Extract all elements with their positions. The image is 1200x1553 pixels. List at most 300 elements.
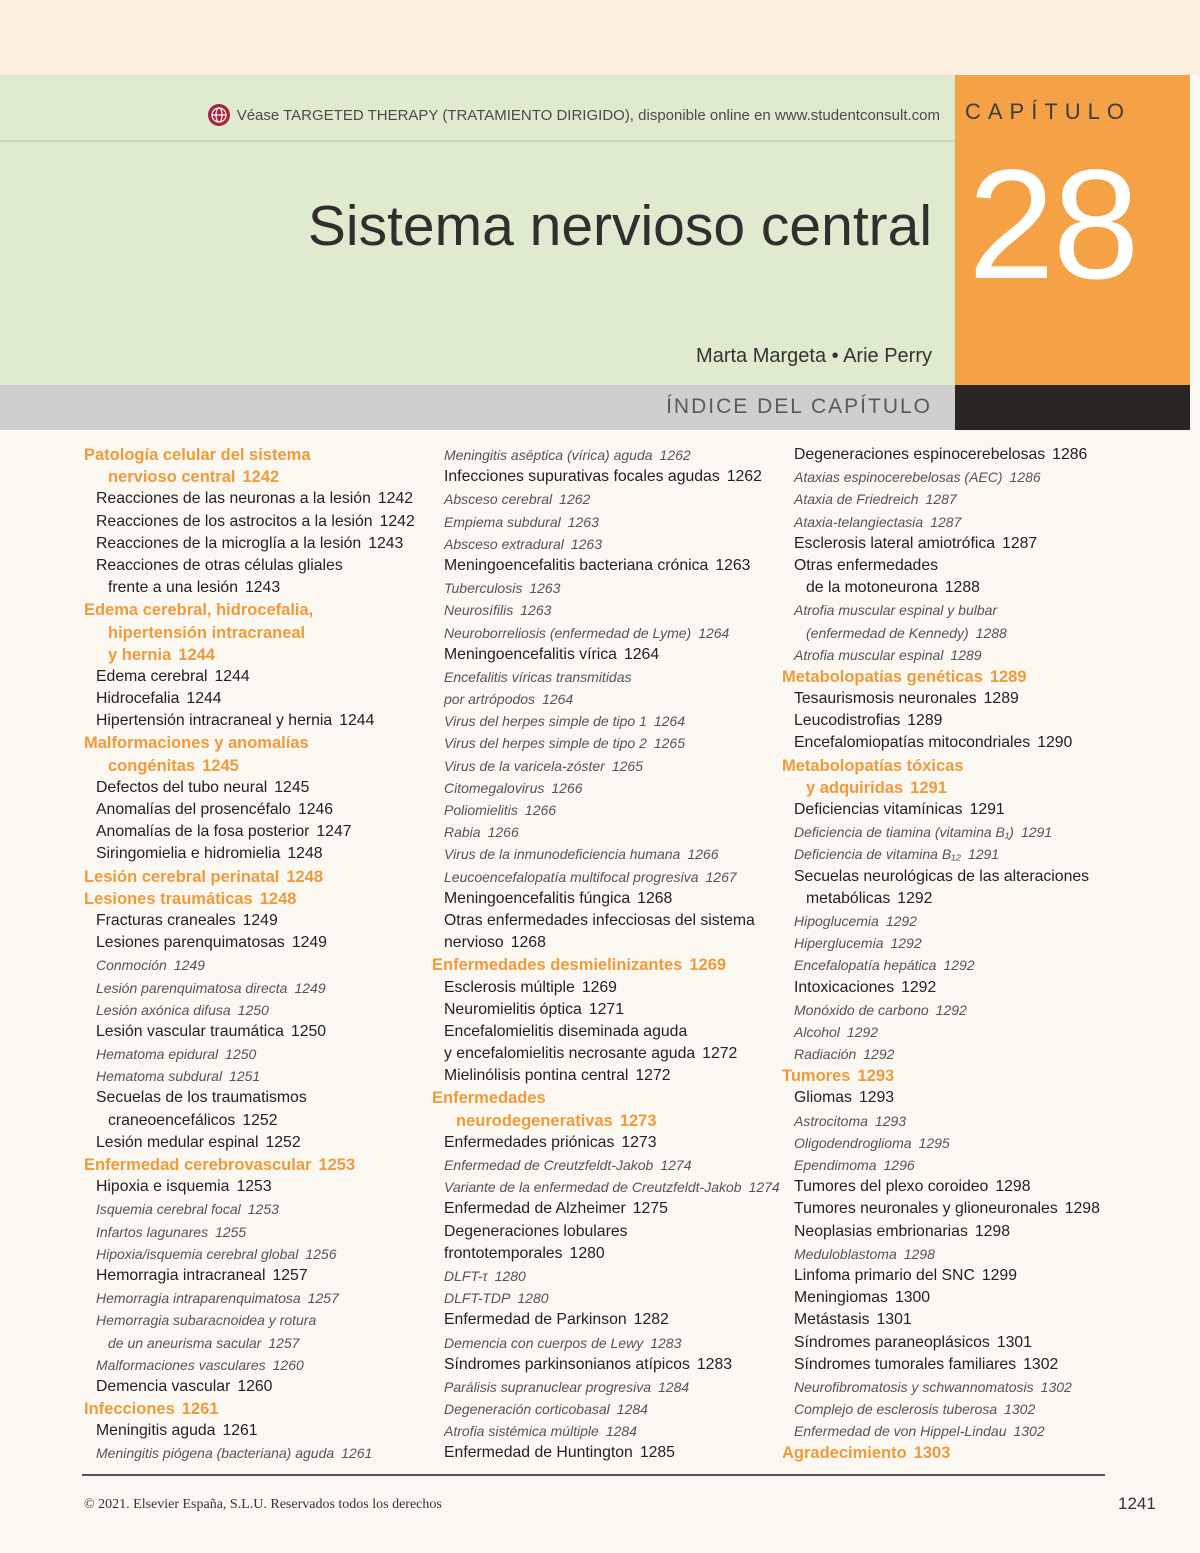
toc-entry-text: Virus de la varicela-zóster	[444, 757, 605, 774]
toc-page-number: 1263	[520, 602, 552, 619]
toc-page-number: 1266	[487, 824, 519, 841]
toc-entry-text: Esclerosis múltiple	[444, 978, 575, 996]
toc-page-number: 1280	[494, 1267, 526, 1284]
toc-entry-text: Leucodistrofias	[794, 712, 901, 730]
toc-section-heading	[782, 1442, 1122, 1464]
toc-page-number: 1266	[687, 846, 719, 863]
toc-topic	[782, 1265, 1122, 1287]
toc-entry-text: Gliomas	[794, 1089, 852, 1107]
toc-section-heading	[84, 755, 414, 777]
toc-subtopic	[782, 910, 1122, 932]
toc-section-heading	[84, 599, 414, 621]
toc-subtopic	[782, 1021, 1122, 1043]
toc-entry-text: Encefalomielitis diseminada aguda	[444, 1022, 688, 1040]
toc-entry-text: Atrofia sistémica múltiple	[444, 1423, 599, 1440]
toc-page-number: 1280	[517, 1290, 549, 1307]
toc-subtopic	[432, 1398, 772, 1420]
toc-entry-text: Deficiencias vitamínicas	[794, 801, 963, 818]
toc-subtopic	[432, 444, 772, 466]
toc-subtopic	[782, 644, 1122, 666]
toc-entry-text: frente a una lesión	[108, 579, 238, 597]
toc-page-number: 1285	[639, 1444, 675, 1462]
toc-subtopic	[782, 932, 1122, 954]
toc-section-heading	[432, 954, 772, 976]
toc-entry-text: Hematoma subdural	[96, 1068, 223, 1085]
footer-rule	[82, 1474, 1105, 1476]
chapter-title: Sistema nervioso central	[307, 194, 932, 258]
toc-entry-text: frontotemporales	[444, 1244, 563, 1262]
toc-entry-text: Virus del herpes simple de tipo 1	[444, 713, 647, 730]
toc-entry-text: por artrópodos	[444, 691, 536, 708]
toc-page-number: 1253	[318, 1156, 356, 1174]
toc-entry-text: Lesión parenquimatosa directa	[96, 979, 288, 996]
toc-entry-text: Síndromes parkinsonianos atípicos	[444, 1355, 690, 1373]
toc-subtopic	[782, 843, 1122, 865]
toc-subtopic	[782, 1243, 1122, 1265]
toc-page-number: 1282	[633, 1311, 669, 1329]
toc-entry-text: Otras enfermedades	[794, 556, 939, 574]
toc-entry-text: Secuelas de los traumatismos	[96, 1089, 307, 1107]
toc-entry-text: y encefalomielitis necrosante aguda	[444, 1045, 696, 1063]
toc-subtopic	[84, 977, 414, 999]
toc-page-number: 1262	[659, 447, 691, 463]
toc-topic	[432, 1132, 772, 1154]
toc-page-number: 1287	[925, 491, 957, 508]
toc-entry-text: Metabolopatías tóxicas	[782, 756, 964, 775]
toc-topic	[84, 710, 414, 732]
copyright-notice: © 2021. Elsevier España, S.L.U. Reservados todos los derechos	[84, 1497, 442, 1512]
toc-topic	[782, 533, 1122, 555]
toc-topic	[782, 1176, 1122, 1198]
toc-entry-text: Siringomielia e hidromielia	[96, 845, 281, 863]
toc-entry-text: Reacciones de las neuronas a la lesión	[96, 490, 371, 508]
toc-entry-text: Meningitis aséptica (vírica) aguda	[444, 447, 653, 463]
toc-subtopic	[782, 466, 1122, 488]
toc-page-number: 1289	[950, 646, 982, 663]
toc-subtopic	[432, 599, 772, 621]
toc-entry-text: Tumores del plexo coroideo	[794, 1178, 989, 1196]
toc-subtopic	[432, 1287, 772, 1309]
toc-page-number: 1273	[619, 1111, 657, 1130]
toc-entry-text: Enfermedad de Creutzfeldt-Jakob	[444, 1157, 654, 1173]
toc-entry-text: congénitas	[108, 756, 196, 775]
toc-subtopic	[782, 488, 1122, 510]
toc-entry-text: Encefalitis víricas transmitidas	[444, 668, 632, 685]
toc-entry-text: Malformaciones vasculares	[96, 1356, 266, 1373]
toc-entry-text: Anomalías del prosencéfalo	[96, 801, 291, 818]
toc-topic	[432, 1021, 772, 1043]
toc-page-number: 1302	[1004, 1401, 1036, 1418]
toc-subtopic	[782, 622, 1122, 644]
toc-entry-text: Isquemia cerebral focal	[96, 1201, 241, 1218]
toc-entry-text: Virus del herpes simple de tipo 2	[444, 735, 647, 752]
toc-entry-text: Radiación	[794, 1046, 857, 1063]
toc-entry-text: Síndromes tumorales familiares	[794, 1355, 1017, 1373]
toc-topic	[84, 1132, 414, 1154]
toc-entry-text: craneoencefálicos	[108, 1111, 236, 1129]
toc-entry-text: Oligodendroglioma	[794, 1134, 912, 1151]
toc-page-number: 1289	[907, 712, 943, 730]
toc-entry-text: Lesión axónica difusa	[96, 1001, 231, 1018]
toc-entry-text: Neurosífilis	[444, 602, 514, 619]
toc-section-heading	[432, 1110, 772, 1132]
toc-topic	[84, 1021, 414, 1043]
toc-entry-text: Linfoma primario del SNC	[794, 1266, 975, 1284]
toc-page-number: 1302	[1023, 1355, 1059, 1373]
toc-entry-text: Enfermedad cerebrovascular	[84, 1156, 312, 1174]
toc-page-number: 1263	[715, 556, 751, 574]
toc-subtopic	[84, 1243, 414, 1265]
toc-page-number: 1292	[885, 912, 917, 929]
toc-page-number: 1264	[623, 645, 660, 663]
toc-entry-text: Malformaciones y anomalías	[84, 734, 309, 753]
toc-entry-text: Atrofia muscular espinal y bulbar	[794, 602, 998, 619]
toc-entry-text: Rabia	[444, 824, 481, 841]
toc-section-heading	[84, 1398, 414, 1420]
toc-page-number: 1261	[341, 1445, 373, 1462]
toc-topic	[84, 1110, 414, 1132]
toc-entry-text: de un aneurisma sacular	[108, 1334, 262, 1351]
toc-page-number: 1296	[883, 1157, 915, 1173]
toc-page-number: 1248	[259, 889, 297, 908]
toc-page-number: 1244	[214, 667, 250, 685]
toc-page-number: 1299	[981, 1266, 1018, 1284]
toc-entry-text: Tuberculosis	[444, 580, 523, 597]
toc-entry-text: Neurofibromatosis y schwannomatosis	[794, 1378, 1034, 1395]
toc-page-number: 1250	[290, 1022, 327, 1040]
toc-entry-text: Intoxicaciones	[794, 978, 895, 996]
toc-page-number: 1264	[542, 691, 574, 708]
toc-page-number: 1292	[863, 1046, 895, 1063]
toc-page-number: 1272	[702, 1045, 738, 1063]
toc-entry-text: metabólicas	[806, 889, 891, 907]
toc-subtopic	[782, 821, 1122, 843]
toc-page-number: 1295	[918, 1134, 950, 1151]
toc-entry-text: Meningoencefalitis bacteriana crónica	[444, 556, 709, 574]
toc-section-heading	[782, 777, 1122, 799]
toc-entry-text: Leucoencefalopatía multifocal progresiva	[444, 868, 699, 885]
toc-topic	[84, 488, 414, 510]
toc-column-2	[432, 444, 780, 1465]
toc-topic	[84, 577, 414, 599]
toc-entry-text: Degeneraciones lobulares	[444, 1222, 628, 1240]
toc-page-number: 1301	[996, 1333, 1032, 1351]
toc-topic	[84, 688, 414, 710]
toc-entry-text: Hipoxia e isquemia	[96, 1178, 230, 1196]
toc-entry-text: Encefalopatía hepática	[794, 957, 937, 974]
toc-subtopic	[432, 688, 772, 710]
toc-page-number: 1248	[287, 845, 323, 863]
toc-page-number: 1245	[202, 756, 239, 775]
toc-page-number: 1263	[570, 535, 602, 552]
toc-entry-text: Infecciones	[84, 1400, 175, 1419]
toc-page-number: 1292	[890, 935, 922, 952]
toc-entry-text: Atrofia muscular espinal	[794, 646, 944, 663]
toc-page-number: 1284	[616, 1401, 648, 1418]
toc-entry-text: Hemorragia intraparenquimatosa	[96, 1290, 301, 1307]
toc-entry-text: Síndromes paraneoplásicos	[794, 1333, 990, 1351]
toc-page-number: 1284	[658, 1378, 690, 1395]
toc-entry-text: Enfermedades	[432, 1089, 546, 1108]
toc-entry-text: Enfermedad de Huntington	[444, 1444, 633, 1462]
toc-page-number: 1301	[876, 1311, 912, 1329]
toc-page-number: 1275	[632, 1200, 668, 1218]
toc-entry-text: Otras enfermedades infecciosas del sistema	[444, 911, 755, 929]
toc-subtopic	[432, 488, 772, 510]
toc-page-number: 1257	[307, 1290, 339, 1307]
toc-topic	[84, 1176, 414, 1198]
toc-subtopic	[432, 1332, 772, 1354]
toc-entry-text: Reacciones de los astrocitos a la lesión	[96, 512, 373, 530]
toc-entry-text: neurodegenerativas	[456, 1111, 613, 1130]
toc-entry-text: Meningoencefalitis vírica	[444, 645, 617, 663]
toc-entry-text: (enfermedad de Kennedy)	[806, 624, 969, 641]
toc-subtopic	[782, 954, 1122, 976]
toc-page-number: 1244	[178, 645, 215, 664]
toc-page-number: 1287	[1002, 534, 1038, 552]
toc-page-number: 1287	[930, 513, 962, 530]
toc-page-number: 1300	[894, 1289, 931, 1307]
toc-entry-text: Neoplasias embrionarias	[794, 1222, 968, 1240]
toc-page-number: 1291	[969, 801, 1005, 818]
toc-page-number: 1289	[989, 667, 1027, 686]
web-note-text: Véase TARGETED THERAPY (TRATAMIENTO DIRIGIDO), disponible online en www.studentconsult.com	[236, 106, 940, 124]
toc-section-heading	[782, 666, 1122, 688]
toc-entry-text: Tumores	[782, 1067, 851, 1086]
toc-topic	[782, 1198, 1122, 1220]
toc-entry-text: Enfermedades priónicas	[444, 1133, 615, 1151]
toc-subtopic	[782, 1154, 1122, 1176]
toc-entry-text: Lesión cerebral perinatal	[84, 867, 280, 886]
toc-page-number: 1272	[635, 1067, 671, 1085]
toc-page-number: 1255	[215, 1223, 247, 1240]
toc-topic	[782, 1332, 1122, 1354]
contents-bar-dark	[955, 385, 1190, 430]
toc-topic	[84, 666, 414, 688]
toc-entry-text: Patología celular del sistema	[84, 446, 311, 464]
toc-page-number: 1288	[975, 624, 1007, 641]
toc-entry-text: Infecciones supurativas focales agudas	[444, 468, 720, 486]
toc-entry-text: y adquiridas	[806, 778, 904, 797]
toc-column-3	[782, 444, 1122, 1465]
toc-topic	[782, 1221, 1122, 1243]
toc-section-heading	[84, 866, 414, 888]
toc-topic	[782, 1309, 1122, 1331]
contents-label: ÍNDICE DEL CAPÍTULO	[666, 395, 932, 418]
toc-page-number: 1263	[567, 513, 599, 530]
toc-page-number: 1288	[944, 579, 980, 597]
toc-page-number: 1283	[650, 1334, 682, 1351]
toc-section-heading	[782, 1065, 1122, 1087]
toc-entry-text: Meningitis aguda	[96, 1422, 216, 1440]
toc-entry-text: Degeneración corticobasal	[444, 1401, 610, 1418]
toc-subtopic	[432, 866, 772, 888]
toc-subtopic	[432, 843, 772, 865]
toc-entry-text: Alcohol	[794, 1023, 840, 1040]
toc-entry-text: Ataxia-telangiectasia	[794, 513, 924, 530]
toc-subtopic	[782, 1132, 1122, 1154]
toc-page-number: 1267	[705, 868, 737, 885]
toc-topic	[84, 533, 414, 555]
toc-entry-text: y hernia	[108, 645, 172, 664]
toc-page-number: 1253	[247, 1201, 279, 1218]
toc-page-number: 1257	[268, 1334, 300, 1351]
toc-page-number: 1273	[621, 1133, 657, 1151]
toc-entry-text: Esclerosis lateral amiotrófica	[794, 534, 996, 552]
toc-page-number: 1302	[1040, 1378, 1072, 1395]
toc-page-number: 1257	[272, 1266, 308, 1284]
toc-section-heading	[84, 888, 414, 910]
toc-topic	[782, 1354, 1122, 1376]
toc-page-number: 1247	[316, 823, 352, 841]
toc-page-number: 1244	[186, 690, 222, 708]
toc-topic	[432, 888, 772, 910]
chapter-header	[0, 75, 1190, 430]
toc-topic	[84, 1265, 414, 1287]
toc-page-number: 1302	[1013, 1423, 1045, 1440]
toc-topic	[84, 821, 414, 843]
toc-entry-text: Monóxido de carbono	[794, 1001, 929, 1018]
toc-page-number: 1269	[581, 978, 617, 996]
toc-section-heading	[84, 732, 414, 754]
toc-entry-text: Variante de la enfermedad de Creutzfeldt-Jakob	[444, 1179, 742, 1196]
toc-subtopic	[432, 799, 772, 821]
toc-entry-text: Agradecimiento	[782, 1444, 907, 1463]
toc-entry-text: Defectos del tubo neural	[96, 778, 268, 796]
toc-page-number: 1244	[339, 712, 375, 730]
toc-subtopic	[84, 1221, 414, 1243]
page-number: 1241	[1118, 1494, 1156, 1513]
toc-entry-text: Complejo de esclerosis tuberosa	[794, 1401, 998, 1418]
toc-topic	[432, 1354, 772, 1376]
toc-subtopic	[432, 710, 772, 732]
toc-page-number: 1269	[689, 956, 727, 975]
toc-page-number: 1263	[529, 580, 561, 597]
toc-topic	[782, 888, 1122, 910]
toc-entry-text: Edema cerebral, hidrocefalia,	[84, 601, 314, 620]
toc-page-number: 1286	[1009, 469, 1041, 486]
toc-subtopic	[782, 1420, 1122, 1442]
toc-page-number: 1289	[983, 690, 1019, 708]
toc-entry-text: Meduloblastoma	[794, 1245, 897, 1262]
toc-section-heading	[782, 755, 1122, 777]
toc-entry-text: Hipertensión intracraneal y hernia	[96, 712, 333, 730]
toc-entry-text: Lesión vascular traumática	[96, 1022, 284, 1040]
toc-entry-text: Metástasis	[794, 1311, 870, 1329]
toc-page-number: 1245	[274, 778, 310, 796]
toc-page-number: 1261	[222, 1422, 258, 1440]
toc-entry-text: Hemorragia subaracnoidea y rotura	[96, 1312, 317, 1329]
toc-subtopic	[432, 1176, 780, 1198]
toc-subtopic	[84, 954, 414, 976]
toc-page-number: 1243	[368, 534, 404, 552]
toc-topic	[432, 1198, 772, 1220]
toc-entry-text: Hipoglucemia	[794, 912, 879, 929]
toc-page-number: 1260	[237, 1377, 273, 1395]
toc-topic	[782, 977, 1122, 999]
toc-topic	[782, 444, 1122, 466]
toc-page-number: 1264	[653, 713, 686, 730]
toc-topic	[432, 1043, 772, 1065]
toc-page-number: 1252	[242, 1111, 278, 1129]
toc-subtopic	[84, 1287, 414, 1309]
toc-entry-text: Neuroborreliosis (enfermedad de Lyme)	[444, 624, 692, 641]
toc-page-number: 1292	[943, 957, 975, 974]
toc-page-number: 1286	[1052, 446, 1088, 463]
toc-entry-text: nervioso	[444, 934, 504, 952]
toc-page-number: 1292	[846, 1023, 879, 1040]
toc-entry-text: Infartos lagunares	[96, 1223, 209, 1240]
toc-page-number: 1291	[967, 846, 1000, 863]
toc-entry-text: Demencia con cuerpos de Lewy	[444, 1334, 644, 1351]
toc-entry-text: Hematoma epidural	[96, 1046, 219, 1063]
toc-page-number: 1266	[551, 779, 583, 796]
toc-page-number: 1293	[858, 1089, 895, 1107]
toc-entry-text: Ataxia de Friedreich	[794, 491, 919, 508]
toc-page-number: 1291	[1020, 824, 1053, 841]
toc-page-number: 1262	[559, 491, 591, 508]
toc-page-number: 1249	[242, 911, 278, 929]
toc-entry-text: Deficiencia de vitamina B₁₂	[794, 846, 961, 863]
toc-topic	[84, 1420, 414, 1442]
toc-subtopic	[782, 999, 1122, 1021]
toc-subtopic	[84, 1354, 414, 1376]
toc-topic	[84, 843, 414, 865]
toc-topic	[782, 555, 1122, 577]
toc-entry-text: Reacciones de otras células gliales	[96, 556, 343, 574]
toc-topic	[84, 511, 414, 533]
toc-subtopic	[84, 999, 414, 1021]
toc-page-number: 1261	[181, 1400, 219, 1419]
toc-entry-text: Degeneraciones espinocerebelosas	[794, 446, 1046, 463]
toc-page-number: 1293	[874, 1112, 907, 1129]
toc-section-heading	[84, 1154, 414, 1176]
toc-entry-text: Enfermedad de Alzheimer	[444, 1200, 626, 1218]
toc-entry-text: Enfermedades desmielinizantes	[432, 956, 683, 975]
toc-topic	[432, 1065, 772, 1087]
toc-entry-text: DLFT-TDP	[444, 1290, 511, 1307]
toc-entry-text: Encefalomiopatías mitocondriales	[794, 734, 1031, 752]
toc-topic	[432, 999, 772, 1021]
toc-page-number: 1274	[748, 1179, 780, 1196]
toc-page-number: 1292	[897, 889, 933, 907]
toc-page-number: 1298	[1064, 1200, 1100, 1218]
toc-subtopic	[432, 533, 772, 555]
header-divider	[0, 140, 955, 142]
toc-topic	[782, 732, 1122, 754]
toc-subtopic	[782, 511, 1122, 533]
toc-subtopic	[84, 1332, 414, 1354]
toc-entry-text: Meningoencefalitis fúngica	[444, 889, 631, 907]
toc-page-number: 1266	[524, 802, 557, 818]
toc-entry-text: Demencia vascular	[96, 1377, 231, 1395]
toc-topic	[84, 1376, 414, 1398]
toc-page-number: 1242	[377, 490, 414, 508]
toc-page-number: 1256	[305, 1245, 337, 1262]
toc-topic	[782, 799, 1122, 821]
toc-page-number: 1298	[903, 1245, 935, 1262]
toc-entry-text: Enfermedad de Parkinson	[444, 1311, 627, 1329]
toc-page-number: 1242	[379, 512, 415, 530]
toc-entry-text: Deficiencia de tiamina (vitamina B₁)	[794, 824, 1014, 841]
toc-entry-text: Poliomielitis	[444, 802, 518, 818]
toc-entry-text: nervioso central	[108, 468, 236, 487]
toc-entry-text: Hidrocefalia	[96, 690, 180, 708]
toc-section-heading	[84, 644, 414, 666]
chapter-number: 28	[968, 138, 1138, 312]
toc-entry-text: Meningitis piógena (bacteriana) aguda	[96, 1445, 335, 1462]
toc-entry-text: Fracturas craneales	[96, 911, 236, 929]
